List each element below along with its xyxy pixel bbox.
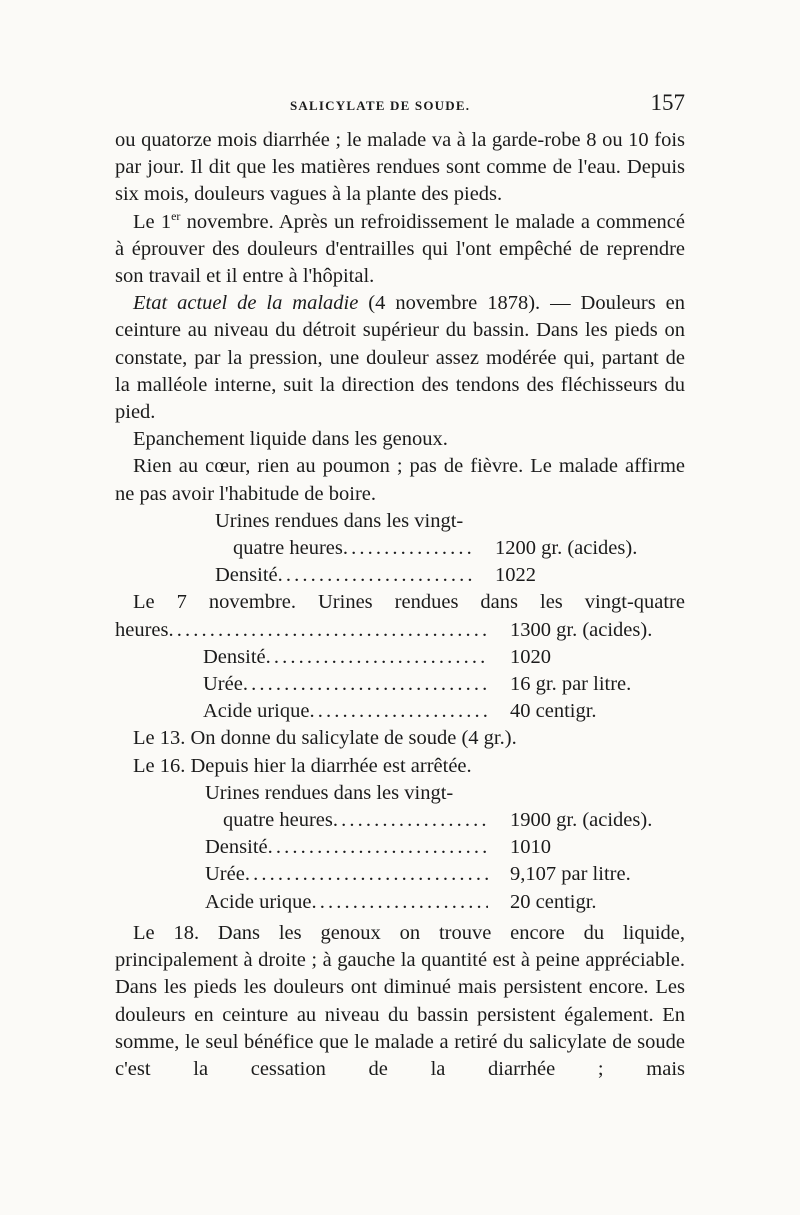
row-value: 40 centigr. [510,700,597,723]
paragraph-3 [115,290,685,426]
section-heading-italic: Etat actuel de la maladie [133,292,359,315]
urine-table-3 [115,780,685,916]
table-row [215,562,670,589]
row-value: 16 gr. par litre. [510,673,632,696]
date-superscript: er [171,208,181,223]
paragraph-2 [115,209,685,291]
page-header [115,90,685,120]
row-value: 1900 gr. (acides). [510,809,653,832]
body-text [115,127,685,1083]
table-row [205,834,685,861]
table-row [203,644,685,671]
row-value: 1020 [510,645,551,668]
paragraph-6 [115,589,685,643]
row-label: heures [115,618,169,641]
urine-table-1 [115,508,670,590]
row-value: 1200 gr. (acides). [495,537,638,560]
row-label: Urée [205,863,245,886]
row-label: quatre heures [233,537,343,560]
row-label: Densité [205,836,268,859]
table-row [205,889,685,916]
table-row [205,861,685,888]
row-label: quatre heures [223,809,333,832]
row-value: 20 centigr. [510,890,597,913]
dot-leader [343,535,473,562]
table-row [215,535,670,562]
dot-leader [268,834,488,861]
paragraph-7: Le 13. On donne du salicylate de soude (4 gr.). [133,727,517,750]
row-label: Densité [215,564,278,587]
row-label: Acide urique [203,700,310,723]
dot-leader [278,562,473,589]
paragraph-1: ou quatorze mois diarrhée ; le malade va à la garde-robe 8 ou 10 fois par jour. Il dit que les matières rendues sont comme de l'eau. Depuis six mois, douleurs vagues à la plante des pieds. [115,129,685,206]
row-label: Densité [203,645,266,668]
row-value: 1022 [495,564,536,587]
paragraph-9: Le 18. Dans les genoux on trouve encore du liquide, principalement à droite ; à gauche la quantité est à peine appréciable. Dans les pieds les douleurs ont diminué mais persistent encore. Les douleurs en ceinture au niveau du bassin persistent également. En somme, le seul bénéfice que le malade a retiré du salicylate de soude c'est la cessation de la diarrhée ; mais [115,921,685,1080]
paragraph-6-line: Le 7 novembre. Urines rendues dans les vingt-quatre [133,591,685,614]
table-row [203,671,685,698]
dot-leader [169,617,488,644]
urine-table-2 [115,644,685,726]
dot-leader [333,807,488,834]
row-value: 1300 gr. (acides). [510,618,653,641]
row-value: 9,107 par litre. [510,863,631,886]
row-value: 1010 [510,836,551,859]
paragraph-8: Le 16. Depuis hier la diarrhée est arrêtée. [133,754,472,777]
dot-leader [266,644,488,671]
running-head: SALICYLATE DE SOUDE. [290,98,471,113]
date-day: Le 1 [133,210,172,233]
paragraph-3-text: (4 novembre 1878). — Douleurs en ceinture au niveau du détroit supérieur du bassin. Dans les pieds on constate, par la pression, une douleur assez modérée qui, partant de la malléole interne, suit la direction des tendons des fléchisseurs du pied. [115,292,685,424]
table-row [205,807,685,834]
dot-leader [309,698,488,725]
row-label: Urée [203,673,243,696]
dot-leader [245,861,488,888]
table-row [115,617,685,644]
paragraph-5: Rien au cœur, rien au poumon ; pas de fièvre. Le malade affirme ne pas avoir l'habitude de boire. [115,455,685,505]
paragraph-2-text: novembre. Après un refroidissement le malade a commencé à éprouver des douleurs d'entrailles qui l'ont empêché de reprendre son travail et il entre à l'hôpital. [115,210,685,288]
row-label: Acide urique [205,890,312,913]
page-number: 157 [650,90,685,115]
table-row [203,698,685,725]
dot-leader [311,889,488,916]
table-line: Urines rendues dans les vingt- [205,781,454,804]
dot-leader [243,671,488,698]
paragraph-4: Epanchement liquide dans les genoux. [133,428,448,451]
table-line: Urines rendues dans les vingt- [215,509,464,532]
